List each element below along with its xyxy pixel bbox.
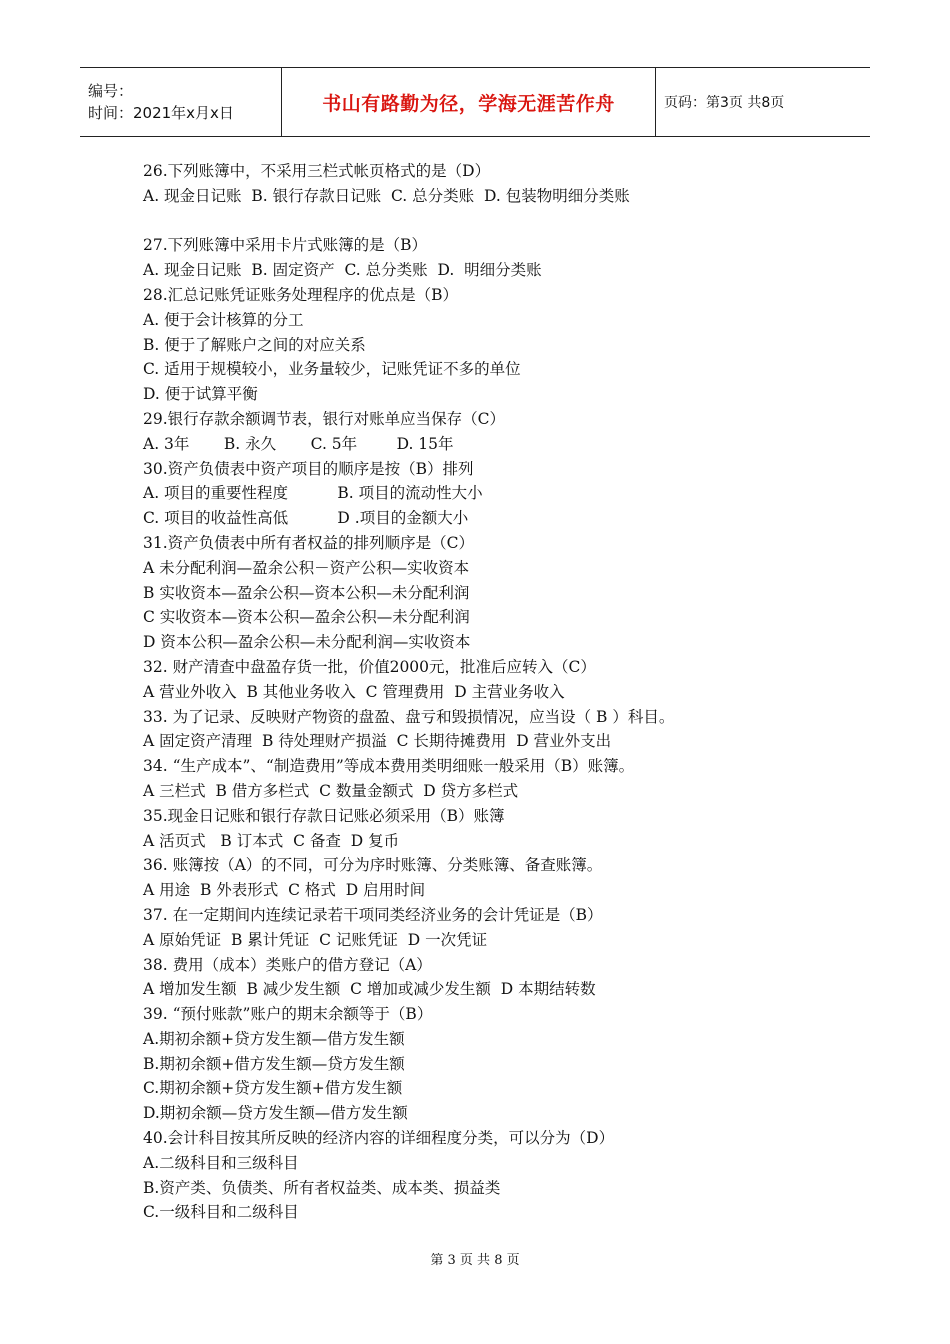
text-line: 33. 为了记录、反映财产物资的盘盈、盘亏和毁损情况，应当设（ B ）科目。 bbox=[143, 707, 675, 726]
text-line: C.一级科目和二级科目 bbox=[143, 1203, 299, 1222]
text-line: B.资产类、负债类、所有者权益类、成本类、损益类 bbox=[143, 1178, 501, 1197]
text-line: A 原始凭证 B 累计凭证 C 记账凭证 D 一次凭证 bbox=[143, 930, 488, 949]
text-line: A. 项目的重要性程度 B. 项目的流动性大小 bbox=[143, 484, 483, 503]
text-line: 27.下列账簿中采用卡片式账簿的是（B） bbox=[143, 236, 428, 255]
document-number-label: 编号： bbox=[88, 82, 134, 100]
text-line: C. 项目的收益性高低 D .项目的金额大小 bbox=[143, 509, 469, 528]
text-line: 37. 在一定期间内连续记录若干项同类经济业务的会计凭证是（B） bbox=[143, 905, 603, 924]
text-line: 31.资产负债表中所有者权益的排列顺序是（C） bbox=[143, 533, 475, 552]
document-date: 时间：2021年x月x日 bbox=[88, 104, 234, 122]
text-line: A.二级科目和三级科目 bbox=[143, 1153, 299, 1172]
text-line: 39. “预付账款”账户的期末余额等于（B） bbox=[143, 1005, 433, 1024]
header-meta bbox=[80, 68, 282, 136]
text-line: C. 适用于规模较小，业务量较少，记账凭证不多的单位 bbox=[143, 360, 521, 379]
text-line: 34. “生产成本”、“制造费用”等成本费用类明细账一般采用（B）账簿。 bbox=[143, 757, 635, 776]
text-line: D.期初余额—贷方发生额—借方发生额 bbox=[143, 1104, 408, 1123]
text-line: D. 便于试算平衡 bbox=[143, 385, 258, 404]
text-line: A 增加发生额 B 减少发生额 C 增加或减少发生额 D 本期结转数 bbox=[143, 980, 596, 999]
text-line: 40.会计科目按其所反映的经济内容的详细程度分类，可以分为（D） bbox=[143, 1129, 615, 1148]
text-line: 28.汇总记账凭证账务处理程序的优点是（B） bbox=[143, 285, 459, 304]
text-line: A 营业外收入 B 其他业务收入 C 管理费用 D 主营业务收入 bbox=[143, 682, 565, 701]
text-line: A 三栏式 B 借方多栏式 C 数量金额式 D 贷方多栏式 bbox=[143, 781, 519, 800]
text-line: C.期初余额+贷方发生额+借方发生额 bbox=[143, 1079, 403, 1098]
text-line: 30.资产负债表中资产项目的顺序是按（B）排列 bbox=[143, 459, 474, 478]
text-line: B.期初余额+借方发生额—贷方发生额 bbox=[143, 1054, 405, 1073]
text-line: A. 便于会计核算的分工 bbox=[143, 310, 304, 329]
text-line: 32. 财产清查中盘盈存货一批，价值2000元，批准后应转入（C） bbox=[143, 657, 596, 676]
text-line: B. 便于了解账户之间的对应关系 bbox=[143, 335, 366, 354]
text-line: A. 现金日记账 B. 银行存款日记账 C. 总分类账 D. 包装物明细分类账 bbox=[143, 186, 630, 205]
text-line: C 实收资本—资本公积—盈余公积—未分配利润 bbox=[143, 608, 470, 627]
text-line: B 实收资本—盈余公积—资本公积—未分配利润 bbox=[143, 583, 470, 602]
text-line: A.期初余额+贷方发生额—借方发生额 bbox=[143, 1029, 405, 1048]
text-line: A 固定资产清理 B 待处理财产损溢 C 长期待摊费用 D 营业外支出 bbox=[143, 732, 612, 751]
question-list bbox=[143, 159, 843, 1225]
text-line: A. 现金日记账 B. 固定资产 C. 总分类账 D. 明细分类账 bbox=[143, 261, 542, 280]
header-page-info: 页码：第3页 共8页 bbox=[664, 95, 785, 111]
text-line: A 未分配利润—盈余公积－资产公积—实收资本 bbox=[143, 558, 470, 577]
text-line: D 资本公积—盈余公积—未分配利润—实收资本 bbox=[143, 633, 471, 652]
text-line: 36. 账簿按（A）的不同，可分为序时账簿、分类账簿、备查账簿。 bbox=[143, 856, 603, 875]
page-header bbox=[80, 67, 870, 137]
text-line: A 用途 B 外表形式 C 格式 D 启用时间 bbox=[143, 881, 426, 900]
text-line: A. 3年 B. 永久 C. 5年 D. 15年 bbox=[143, 434, 454, 453]
blank-line bbox=[143, 209, 843, 234]
text-line: 26.下列账簿中，不采用三栏式帐页格式的是（D） bbox=[143, 162, 491, 180]
text-line: A 活页式 B 订本式 C 备查 D 复币 bbox=[143, 831, 400, 850]
text-line: 35.现金日记账和银行存款日记账必须采用（B）账簿 bbox=[143, 806, 505, 825]
header-motto: 书山有路勤为径，学海无涯苦作舟 bbox=[282, 68, 656, 136]
text-line: 29.银行存款余额调节表，银行对账单应当保存（C） bbox=[143, 409, 506, 428]
page-footer: 第 3 页 共 8 页 bbox=[430, 1253, 520, 1268]
text-line: 38. 费用（成本）类账户的借方登记（A） bbox=[143, 955, 432, 974]
